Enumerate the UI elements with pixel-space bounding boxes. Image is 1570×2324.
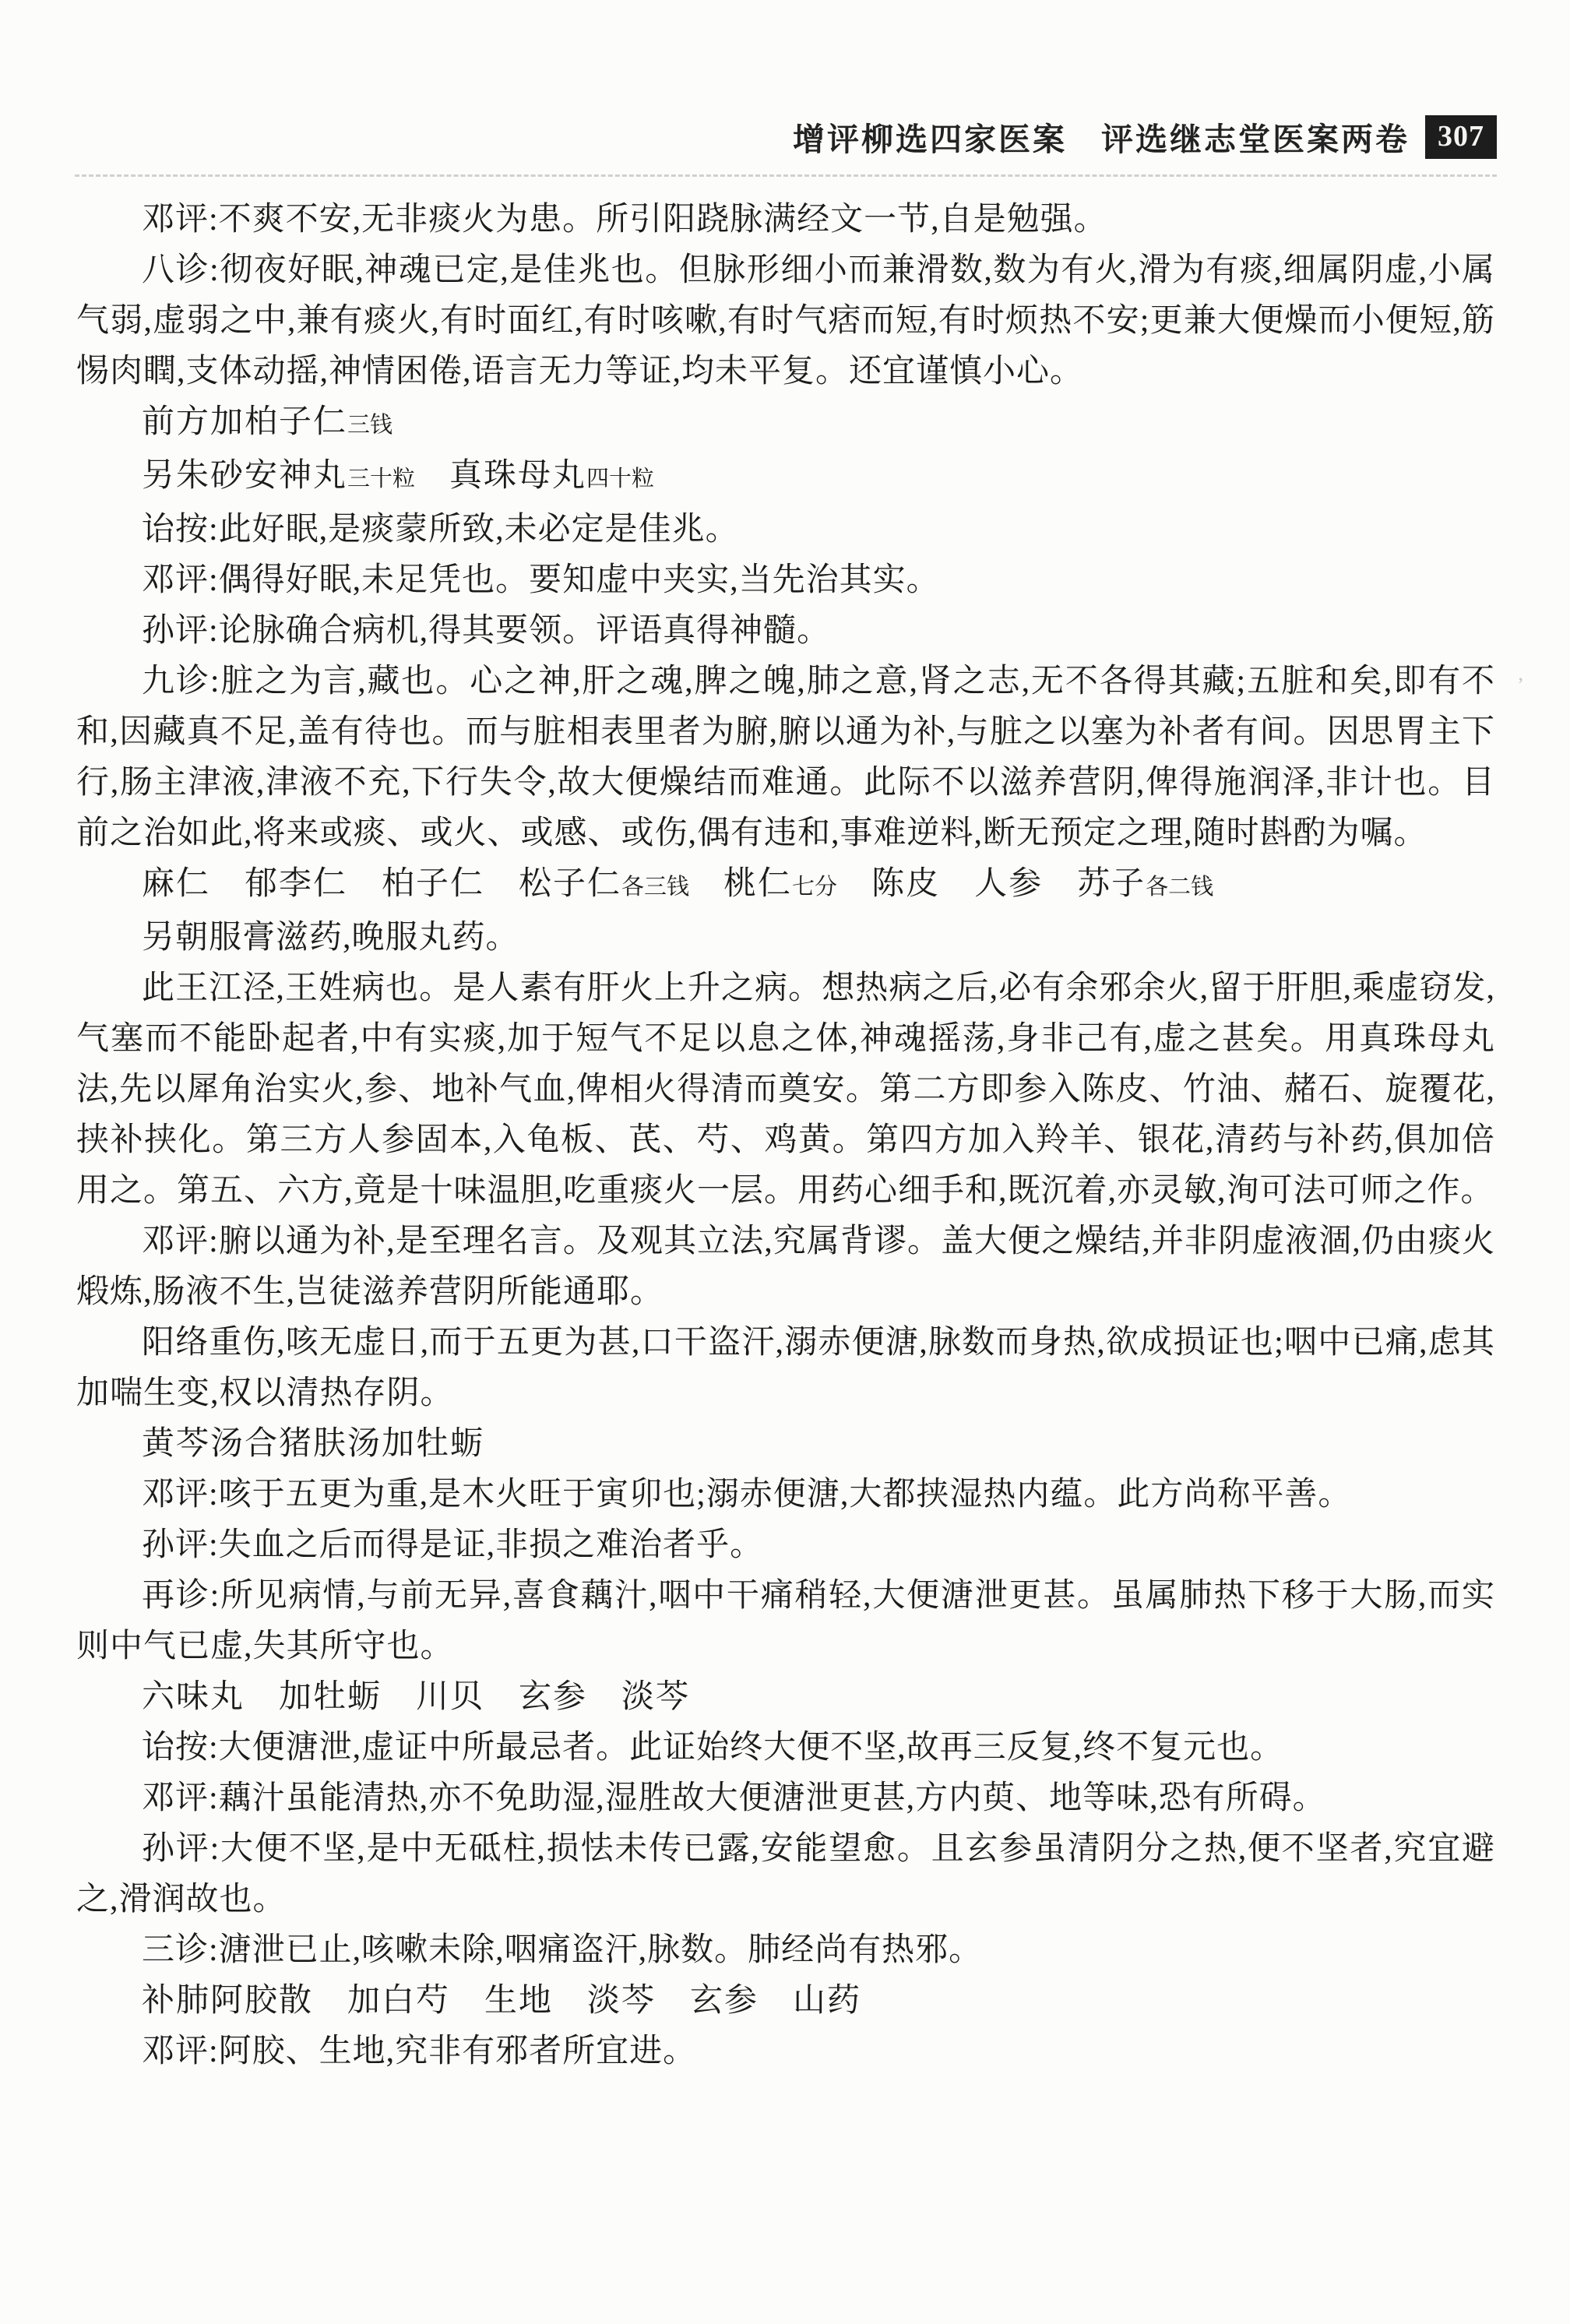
- text-paragraph: [76, 913, 1495, 963]
- dosage-note: 各三钱: [621, 875, 690, 900]
- page-body: [76, 195, 1495, 2077]
- text-run: 补肺阿胶散 加白芍 生地 淡芩 玄参 山药: [142, 1983, 862, 2019]
- text-run: 邓评:不爽不安,无非痰火为患。所引阳跷脉满经文一节,自是勉强。: [142, 202, 1107, 238]
- text-paragraph: [76, 1723, 1495, 1773]
- text-paragraph: [76, 1773, 1495, 1824]
- text-paragraph: [76, 555, 1495, 606]
- text-paragraph: [76, 195, 1495, 245]
- prescription-line: [76, 1419, 1495, 1470]
- dosage-note: 各二钱: [1146, 875, 1214, 900]
- text-run: 麻仁 郁李仁 柏子仁 松子仁: [142, 866, 622, 902]
- text-run: 前方加柏子仁: [142, 404, 348, 440]
- text-paragraph: [76, 963, 1495, 1217]
- text-run: 邓评:藕汁虽能清热,亦不免助湿,湿胜故大便溏泄更甚,方内萸、地等味,恐有所碍。: [142, 1780, 1326, 1816]
- text-run: 另朝服膏滋药,晚服丸药。: [142, 920, 519, 956]
- prescription-line: [76, 451, 1495, 505]
- text-run: 此王江泾,王姓病也。是人素有肝火上升之病。想热病之后,必有余邪余火,留于肝胆,乘虚窃发,气塞而不能卧起者,中有实痰,加于短气不足以息之体,神魂摇荡,身非己有,虚之甚矣。用真珠母丸法,先以犀角治实火,参、地补气血,俾相火得清而奠安。第二方即参入陈皮、竹油、赭石、旋覆花,挟补挟化。第三方人参固本,入龟板、芪、芍、鸡黄。第四方加入羚羊、银花,清药与补药,俱加倍用之。第五、六方,竟是十味温胆,吃重痰火一层。用药心细手和,既沉着,亦灵敏,洵可法可师之作。: [76, 970, 1495, 1209]
- text-paragraph: [76, 505, 1495, 555]
- text-paragraph: [76, 2026, 1495, 2077]
- text-paragraph: [76, 1571, 1495, 1672]
- running-header: [793, 114, 1497, 160]
- dosage-note: 四十粒: [586, 467, 655, 491]
- text-run: 邓评:腑以通为补,是至理名言。及观其立法,究属背谬。盖大便之燥结,并非阴虚液涸,仍由痰火煅炼,肠液不生,岂徒滋养营阴所能通耶。: [76, 1224, 1495, 1310]
- header-divider: [75, 174, 1497, 177]
- text-run: 陈皮 人参 苏子: [837, 866, 1146, 902]
- prescription-line: [76, 1672, 1495, 1723]
- text-run: 孙评:大便不坚,是中无砥柱,损怯未传已露,安能望愈。且玄参虽清阴分之热,便不坚者,究宜避之,滑润故也。: [76, 1831, 1495, 1917]
- text-run: 桃仁: [689, 866, 793, 902]
- text-paragraph: [76, 606, 1495, 657]
- text-run: 六味丸 加牡蛎 川贝 玄参 淡芩: [142, 1679, 691, 1715]
- dosage-note: 七分: [792, 875, 838, 900]
- book-title: 增评柳选四家医案 评选继志堂医案两卷: [793, 121, 1410, 157]
- text-run: 三诊:溏泄已止,咳嗽未除,咽痛盗汗,脉数。肺经尚有热邪。: [142, 1932, 983, 1968]
- dosage-note: 三十粒: [347, 467, 416, 491]
- text-run: 八诊:彻夜好眠,神魂已定,是佳兆也。但脉形细小而兼滑数,数为有火,滑为有痰,细属阴虚,小属气弱,虚弱之中,兼有痰火,有时面红,有时咳嗽,有时气痞而短,有时烦热不安;更兼大便燥而小便短,筋惕肉瞤,支体动摇,神情困倦,语言无力等证,均未平复。还宜谨慎小心。: [76, 252, 1495, 389]
- text-paragraph: [76, 245, 1495, 397]
- dosage-note: 三钱: [347, 413, 393, 438]
- text-run: 再诊:所见病情,与前无异,喜食藕汁,咽中干痛稍轻,大便溏泄更甚。虽属肺热下移于大肠,而实则中气已虚,失其所守也。: [76, 1578, 1495, 1664]
- text-run: 孙评:失血之后而得是证,非损之难治者乎。: [142, 1527, 764, 1563]
- scan-noise-artifact: ,: [1518, 662, 1523, 685]
- text-paragraph: [76, 1520, 1495, 1571]
- text-run: 黄芩汤合猪肤汤加牡蛎: [142, 1426, 485, 1462]
- text-run: 邓评:偶得好眠,未足凭也。要知虚中夹实,当先治其实。: [142, 562, 940, 598]
- text-run: 真珠母丸: [415, 458, 587, 494]
- text-run: 诒按:大便溏泄,虚证中所最忌者。此证始终大便不坚,故再三反复,终不复元也。: [142, 1730, 1284, 1766]
- text-run: 诒按:此好眠,是痰蒙所致,未必定是佳兆。: [142, 512, 739, 548]
- text-paragraph: [76, 1925, 1495, 1976]
- text-run: 另朱砂安神丸: [142, 458, 348, 494]
- text-paragraph: [76, 1318, 1495, 1419]
- text-paragraph: [76, 1217, 1495, 1318]
- page-number-badge: 307: [1425, 115, 1497, 159]
- text-paragraph: [76, 657, 1495, 859]
- text-paragraph: [76, 1470, 1495, 1520]
- prescription-line: [76, 397, 1495, 451]
- text-run: 邓评:咳于五更为重,是木火旺于寅卯也;溺赤便溏,大都挟湿热内蕴。此方尚称平善。: [142, 1477, 1352, 1512]
- prescription-line: [76, 859, 1495, 913]
- text-run: 孙评:论脉确合病机,得其要领。评语真得神髓。: [142, 613, 831, 649]
- text-paragraph: [76, 1824, 1495, 1925]
- text-run: 邓评:阿胶、生地,究非有邪者所宜进。: [142, 2034, 697, 2069]
- text-run: 阳络重伤,咳无虚日,而于五更为甚,口干盗汗,溺赤便溏,脉数而身热,欲成损证也;咽中已痛,虑其加喘生变,权以清热存阴。: [76, 1325, 1495, 1411]
- text-run: 九诊:脏之为言,藏也。心之神,肝之魂,脾之魄,肺之意,肾之志,无不各得其藏;五脏和矣,即有不和,因藏真不足,盖有待也。而与脏相表里者为腑,腑以通为补,与脏之以塞为补者有间。因思胃主下行,肠主津液,津液不充,下行失令,故大便燥结而难通。此际不以滋养营阴,俾得施润泽,非计也。目前之治如此,将来或痰、或火、或感、或伤,偶有违和,事难逆料,断无预定之理,随时斟酌为嘱。: [76, 664, 1495, 851]
- prescription-line: [76, 1976, 1495, 2026]
